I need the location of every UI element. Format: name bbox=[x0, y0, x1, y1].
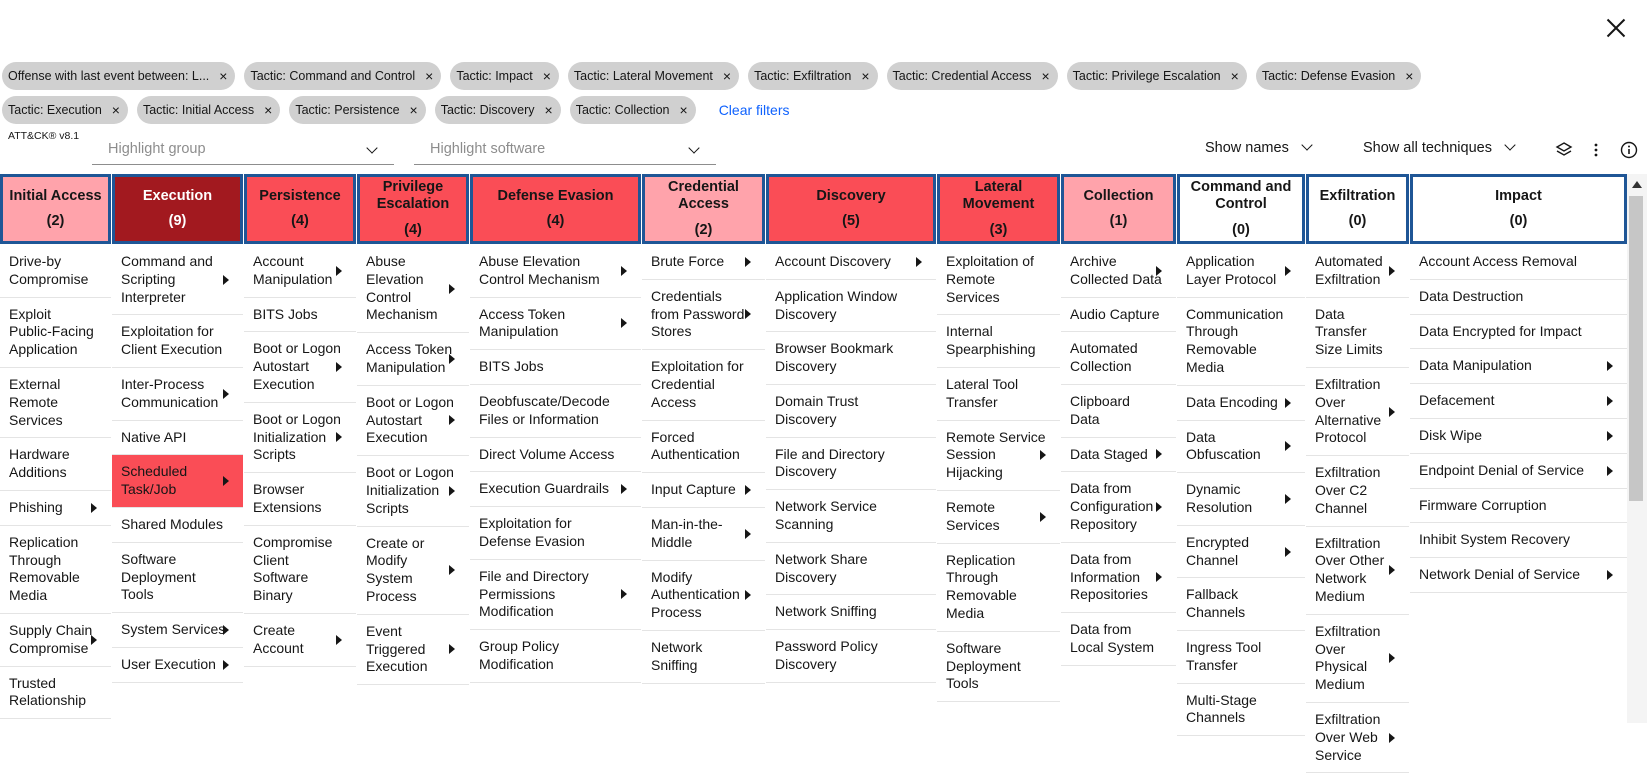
filter-chip-label: Tactic: Privilege Escalation bbox=[1072, 69, 1221, 83]
technique-exfiltration-over-alternative-protocol[interactable]: Exfiltration Over Alternative Protocol bbox=[1306, 368, 1409, 456]
tactic-header-lateral-movement[interactable] bbox=[937, 174, 1060, 244]
filter-chip bbox=[435, 96, 561, 124]
tactic-name: Command and Control bbox=[1190, 178, 1292, 213]
filter-chip bbox=[1067, 62, 1247, 90]
technique-exfiltration-over-web-service[interactable]: Exfiltration Over Web Service bbox=[1306, 703, 1409, 773]
filter-chip-label: Tactic: Credential Access bbox=[892, 69, 1032, 83]
remove-filter-icon[interactable]: × bbox=[542, 68, 551, 84]
technique-system-services[interactable]: System Services bbox=[112, 613, 243, 648]
technique-dynamic-resolution[interactable]: Dynamic Resolution bbox=[1177, 473, 1305, 526]
technique-data-encoding[interactable]: Data Encoding bbox=[1177, 386, 1305, 421]
tactic-count: (2) bbox=[46, 213, 65, 229]
technique-drive-by-compromise[interactable]: Drive-by Compromise bbox=[0, 245, 111, 298]
filter-chip bbox=[748, 62, 877, 90]
technique-bits-jobs[interactable]: BITS Jobs bbox=[470, 350, 641, 385]
overflow-menu-icon[interactable] bbox=[1593, 142, 1599, 158]
technique-user-execution[interactable]: User Execution bbox=[112, 648, 243, 683]
matrix-scrollbar[interactable] bbox=[1627, 174, 1647, 723]
technique-access-token-manipulation[interactable]: Access Token Manipulation bbox=[357, 333, 469, 386]
chevron-down-icon bbox=[1504, 139, 1515, 150]
remove-filter-icon[interactable]: × bbox=[1041, 68, 1050, 84]
technique-internal-spearphishing[interactable]: Internal Spearphishing bbox=[937, 315, 1060, 368]
filter-chip-label: Tactic: Command and Control bbox=[250, 69, 416, 83]
technique-input-capture[interactable]: Input Capture bbox=[642, 473, 765, 508]
technique-compromise-client-software-binary[interactable]: Compromise Client Software Binary bbox=[244, 526, 356, 614]
tactic-header-defense-evasion[interactable] bbox=[470, 174, 641, 244]
technique-fallback-channels[interactable]: Fallback Channels bbox=[1177, 578, 1305, 631]
chevron-down-icon bbox=[688, 142, 699, 153]
tactic-name: Collection bbox=[1083, 187, 1154, 204]
filter-chip-row bbox=[2, 96, 789, 124]
filter-chip bbox=[570, 96, 696, 124]
technique-trusted-relationship[interactable]: Trusted Relationship bbox=[0, 667, 111, 720]
tactic-header-execution[interactable] bbox=[112, 174, 243, 244]
technique-encrypted-channel[interactable]: Encrypted Channel bbox=[1177, 526, 1305, 579]
technique-column bbox=[357, 245, 469, 723]
tactic-name: Credential Access bbox=[668, 178, 739, 213]
technique-exploitation-for-client-execution[interactable]: Exploitation for Client Execution bbox=[112, 315, 243, 368]
technique-deobfuscate-decode-files-or-information[interactable]: Deobfuscate/Decode Files or Information bbox=[470, 385, 641, 438]
technique-file-and-directory-permissions-modification[interactable]: File and Directory Permissions Modification bbox=[470, 560, 641, 630]
technique-exploitation-for-defense-evasion[interactable]: Exploitation for Defense Evasion bbox=[470, 507, 641, 560]
filter-chip bbox=[2, 96, 128, 124]
tactic-name: Persistence bbox=[259, 187, 341, 204]
technique-file-and-directory-discovery[interactable]: File and Directory Discovery bbox=[766, 438, 936, 491]
filter-chip-label: Tactic: Exfiltration bbox=[754, 69, 852, 83]
tactic-name: Impact bbox=[1495, 187, 1542, 204]
filter-chip-label: Tactic: Collection bbox=[575, 103, 670, 117]
remove-filter-icon[interactable]: × bbox=[1405, 68, 1414, 84]
scroll-up-icon[interactable] bbox=[1632, 181, 1642, 188]
technique-column bbox=[766, 245, 936, 723]
tactic-name: Privilege Escalation bbox=[376, 178, 450, 213]
highlight-software-select[interactable] bbox=[414, 135, 716, 165]
filter-chip-label: Tactic: Initial Access bbox=[142, 103, 255, 117]
technique-network-sniffing[interactable]: Network Sniffing bbox=[766, 595, 936, 630]
technique-column bbox=[937, 245, 1060, 723]
layers-icon[interactable] bbox=[1555, 142, 1573, 158]
technique-clipboard-data[interactable]: Clipboard Data bbox=[1061, 385, 1176, 438]
close-icon[interactable] bbox=[1602, 14, 1630, 42]
remove-filter-icon[interactable]: × bbox=[264, 102, 273, 118]
technique-native-api[interactable]: Native API bbox=[112, 421, 243, 456]
technique-group-policy-modification[interactable]: Group Policy Modification bbox=[470, 630, 641, 683]
tactic-header-privilege-escalation[interactable] bbox=[357, 174, 469, 244]
technique-exfiltration-over-other-network-medium[interactable]: Exfiltration Over Other Network Medium bbox=[1306, 527, 1409, 615]
remove-filter-icon[interactable]: × bbox=[722, 68, 732, 84]
technique-firmware-corruption[interactable]: Firmware Corruption bbox=[1410, 489, 1627, 524]
scrollbar-thumb[interactable] bbox=[1629, 196, 1643, 501]
remove-filter-icon[interactable]: × bbox=[425, 68, 434, 84]
filter-chip-label: Offense with last event between: L... bbox=[8, 69, 210, 83]
tactic-count: (4) bbox=[546, 213, 565, 229]
tactic-count: (0) bbox=[1348, 213, 1367, 229]
technique-supply-chain-compromise[interactable]: Supply Chain Compromise bbox=[0, 614, 111, 667]
technique-software-deployment-tools[interactable]: Software Deployment Tools bbox=[937, 632, 1060, 702]
technique-account-discovery[interactable]: Account Discovery bbox=[766, 245, 936, 280]
tactic-name: Lateral Movement bbox=[962, 178, 1035, 213]
tactic-count: (0) bbox=[1232, 221, 1250, 238]
technique-credentials-from-password-stores[interactable]: Credentials from Password Stores bbox=[642, 280, 765, 350]
technique-data-from-local-system[interactable]: Data from Local System bbox=[1061, 613, 1176, 666]
technique-data-encrypted-for-impact[interactable]: Data Encrypted for Impact bbox=[1410, 315, 1627, 350]
technique-shared-modules[interactable]: Shared Modules bbox=[112, 508, 243, 543]
technique-data-manipulation[interactable]: Data Manipulation bbox=[1410, 349, 1627, 384]
tactic-count: (3) bbox=[989, 221, 1008, 238]
tactic-header-impact[interactable] bbox=[1410, 174, 1627, 244]
technique-remote-service-session-hijacking[interactable]: Remote Service Session Hijacking bbox=[937, 421, 1060, 491]
technique-exploit-public-facing-application[interactable]: Exploit Public-Facing Application bbox=[0, 298, 111, 368]
technique-browser-extensions[interactable]: Browser Extensions bbox=[244, 473, 356, 526]
technique-automated-collection[interactable]: Automated Collection bbox=[1061, 332, 1176, 385]
filter-chip bbox=[1256, 62, 1422, 90]
technique-man-in-the-middle[interactable]: Man-in-the-Middle bbox=[642, 508, 765, 561]
technique-brute-force[interactable]: Brute Force bbox=[642, 245, 765, 280]
tactic-count: (5) bbox=[842, 213, 860, 229]
remove-filter-icon[interactable]: × bbox=[679, 102, 688, 118]
technique-modify-authentication-process[interactable]: Modify Authentication Process bbox=[642, 561, 765, 631]
chevron-down-icon bbox=[366, 142, 377, 153]
technique-column bbox=[1177, 245, 1305, 726]
technique-exploitation-for-credential-access[interactable]: Exploitation for Credential Access bbox=[642, 350, 765, 420]
technique-ingress-tool-transfer[interactable]: Ingress Tool Transfer bbox=[1177, 631, 1305, 684]
technique-scheduled-task-job[interactable]: Scheduled Task/Job bbox=[112, 455, 243, 508]
technique-inhibit-system-recovery[interactable]: Inhibit System Recovery bbox=[1410, 523, 1627, 558]
chevron-down-icon bbox=[1301, 139, 1312, 150]
technique-boot-or-logon-initialization-scripts[interactable]: Boot or Logon Initialization Scripts bbox=[244, 403, 356, 473]
technique-column bbox=[112, 245, 243, 723]
technique-network-denial-of-service[interactable]: Network Denial of Service bbox=[1410, 558, 1627, 593]
technique-column bbox=[244, 245, 356, 723]
technique-boot-or-logon-autostart-execution[interactable]: Boot or Logon Autostart Execution bbox=[244, 332, 356, 402]
technique-data-from-information-repositories[interactable]: Data from Information Repositories bbox=[1061, 543, 1176, 613]
technique-column bbox=[1061, 245, 1176, 723]
technique-endpoint-denial-of-service[interactable]: Endpoint Denial of Service bbox=[1410, 454, 1627, 489]
technique-automated-exfiltration[interactable]: Automated Exfiltration bbox=[1306, 245, 1409, 298]
technique-application-layer-protocol[interactable]: Application Layer Protocol bbox=[1177, 245, 1305, 298]
technique-disk-wipe[interactable]: Disk Wipe bbox=[1410, 419, 1627, 454]
filter-chip bbox=[568, 62, 739, 90]
remove-filter-icon[interactable]: × bbox=[409, 102, 418, 118]
filter-chip bbox=[289, 96, 425, 124]
technique-replication-through-removable-media[interactable]: Replication Through Removable Media bbox=[937, 544, 1060, 632]
technique-event-triggered-execution[interactable]: Event Triggered Execution bbox=[357, 615, 469, 685]
technique-column bbox=[1306, 245, 1409, 763]
technique-phishing[interactable]: Phishing bbox=[0, 491, 111, 526]
technique-command-and-scripting-interpreter[interactable]: Command and Scripting Interpreter bbox=[112, 245, 243, 315]
tactic-name: Discovery bbox=[816, 187, 886, 204]
technique-defacement[interactable]: Defacement bbox=[1410, 384, 1627, 419]
technique-column bbox=[1410, 245, 1627, 723]
filter-chip-label: Tactic: Discovery bbox=[440, 103, 535, 117]
remove-filter-icon[interactable]: × bbox=[861, 68, 870, 84]
filter-chip bbox=[137, 96, 280, 124]
technique-data-destruction[interactable]: Data Destruction bbox=[1410, 280, 1627, 315]
technique-abuse-elevation-control-mechanism[interactable]: Abuse Elevation Control Mechanism bbox=[470, 245, 641, 298]
remove-filter-icon[interactable]: × bbox=[544, 102, 553, 118]
filter-chip-label: Tactic: Defense Evasion bbox=[1261, 69, 1396, 83]
technique-account-manipulation[interactable]: Account Manipulation bbox=[244, 245, 356, 298]
technique-communication-through-removable-media[interactable]: Communication Through Removable Media bbox=[1177, 298, 1305, 386]
technique-direct-volume-access[interactable]: Direct Volume Access bbox=[470, 438, 641, 473]
show-techniques-label: Show all techniques bbox=[1363, 140, 1492, 156]
technique-boot-or-logon-initialization-scripts[interactable]: Boot or Logon Initialization Scripts bbox=[357, 456, 469, 526]
tactic-name: Defense Evasion bbox=[497, 187, 614, 204]
tactic-header-collection[interactable] bbox=[1061, 174, 1176, 244]
tactic-count: (4) bbox=[291, 213, 309, 229]
technique-create-account[interactable]: Create Account bbox=[244, 614, 356, 667]
technique-forced-authentication[interactable]: Forced Authentication bbox=[642, 421, 765, 474]
filter-chip bbox=[450, 62, 559, 90]
show-names-dropdown[interactable] bbox=[1205, 140, 1311, 156]
tactic-header-persistence[interactable] bbox=[244, 174, 356, 244]
tactic-header-exfiltration[interactable] bbox=[1306, 174, 1409, 244]
remove-filter-icon[interactable]: × bbox=[1230, 68, 1239, 84]
tactic-name: Exfiltration bbox=[1319, 187, 1396, 204]
tactic-name: Execution bbox=[142, 187, 213, 204]
technique-data-from-configuration-repository[interactable]: Data from Configuration Repository bbox=[1061, 472, 1176, 542]
technique-network-sniffing[interactable]: Network Sniffing bbox=[642, 631, 765, 684]
filter-chip bbox=[244, 62, 441, 90]
technique-exfiltration-over-physical-medium[interactable]: Exfiltration Over Physical Medium bbox=[1306, 615, 1409, 703]
show-names-label: Show names bbox=[1205, 140, 1289, 156]
highlight-software-placeholder: Highlight software bbox=[430, 141, 546, 157]
highlight-group-placeholder: Highlight group bbox=[108, 141, 206, 157]
technique-archive-collected-data[interactable]: Archive Collected Data bbox=[1061, 245, 1176, 298]
technique-remote-services[interactable]: Remote Services bbox=[937, 491, 1060, 544]
technique-exfiltration-over-c2-channel[interactable]: Exfiltration Over C2 Channel bbox=[1306, 456, 1409, 526]
tactic-count: (0) bbox=[1509, 213, 1528, 229]
remove-filter-icon[interactable]: × bbox=[219, 68, 228, 84]
tactic-name: Initial Access bbox=[9, 187, 102, 204]
tactic-count: (1) bbox=[1109, 213, 1128, 229]
technique-audio-capture[interactable]: Audio Capture bbox=[1061, 298, 1176, 333]
tactic-count: (4) bbox=[404, 221, 422, 238]
show-techniques-dropdown[interactable] bbox=[1363, 140, 1514, 156]
technique-column bbox=[642, 245, 765, 723]
technique-network-service-scanning[interactable]: Network Service Scanning bbox=[766, 490, 936, 543]
tactic-count: (2) bbox=[694, 221, 713, 238]
info-icon[interactable] bbox=[1620, 141, 1638, 159]
technique-data-staged[interactable]: Data Staged bbox=[1061, 438, 1176, 473]
technique-multi-stage-channels[interactable]: Multi-Stage Channels bbox=[1177, 684, 1305, 737]
filter-chip-label: Tactic: Impact bbox=[456, 69, 533, 83]
technique-lateral-tool-transfer[interactable]: Lateral Tool Transfer bbox=[937, 368, 1060, 421]
filter-chip bbox=[887, 62, 1058, 90]
technique-domain-trust-discovery[interactable]: Domain Trust Discovery bbox=[766, 385, 936, 438]
filter-chip-label: Tactic: Execution bbox=[8, 103, 102, 117]
attack-version-label: ATT&CK® v8.1 bbox=[8, 130, 80, 142]
tactic-count: (9) bbox=[168, 213, 187, 229]
technique-password-policy-discovery[interactable]: Password Policy Discovery bbox=[766, 630, 936, 683]
technique-create-or-modify-system-process[interactable]: Create or Modify System Process bbox=[357, 527, 469, 615]
technique-column bbox=[470, 245, 641, 723]
technique-external-remote-services[interactable]: External Remote Services bbox=[0, 368, 111, 438]
tactic-header-initial-access[interactable] bbox=[0, 174, 111, 244]
technique-hardware-additions[interactable]: Hardware Additions bbox=[0, 438, 111, 491]
filter-chip-row bbox=[2, 62, 1421, 90]
tactic-header-command-and-control[interactable] bbox=[1177, 174, 1305, 244]
technique-bits-jobs[interactable]: BITS Jobs bbox=[244, 298, 356, 333]
technique-application-window-discovery[interactable]: Application Window Discovery bbox=[766, 280, 936, 333]
technique-account-access-removal[interactable]: Account Access Removal bbox=[1410, 245, 1627, 280]
technique-column bbox=[0, 245, 111, 723]
clear-filters-link[interactable]: Clear filters bbox=[718, 102, 790, 118]
technique-data-transfer-size-limits[interactable]: Data Transfer Size Limits bbox=[1306, 298, 1409, 368]
filter-chip-label: Tactic: Persistence bbox=[295, 103, 400, 117]
technique-inter-process-communication[interactable]: Inter-Process Communication bbox=[112, 368, 243, 421]
technique-access-token-manipulation[interactable]: Access Token Manipulation bbox=[470, 298, 641, 351]
tactic-header-credential-access[interactable] bbox=[642, 174, 765, 244]
technique-data-obfuscation[interactable]: Data Obfuscation bbox=[1177, 421, 1305, 474]
remove-filter-icon[interactable]: × bbox=[111, 102, 120, 118]
technique-execution-guardrails[interactable]: Execution Guardrails bbox=[470, 472, 641, 507]
technique-browser-bookmark-discovery[interactable]: Browser Bookmark Discovery bbox=[766, 332, 936, 385]
filter-chip-label: Tactic: Lateral Movement bbox=[573, 69, 713, 83]
technique-exploitation-of-remote-services[interactable]: Exploitation of Remote Services bbox=[937, 245, 1060, 315]
technique-network-share-discovery[interactable]: Network Share Discovery bbox=[766, 543, 936, 596]
technique-abuse-elevation-control-mechanism[interactable]: Abuse Elevation Control Mechanism bbox=[357, 245, 469, 333]
tactic-header-discovery[interactable] bbox=[766, 174, 936, 244]
technique-boot-or-logon-autostart-execution[interactable]: Boot or Logon Autostart Execution bbox=[357, 386, 469, 456]
highlight-group-select[interactable] bbox=[92, 135, 394, 165]
filter-chip bbox=[2, 62, 235, 90]
technique-software-deployment-tools[interactable]: Software Deployment Tools bbox=[112, 543, 243, 613]
technique-replication-through-removable-media[interactable]: Replication Through Removable Media bbox=[0, 526, 111, 614]
